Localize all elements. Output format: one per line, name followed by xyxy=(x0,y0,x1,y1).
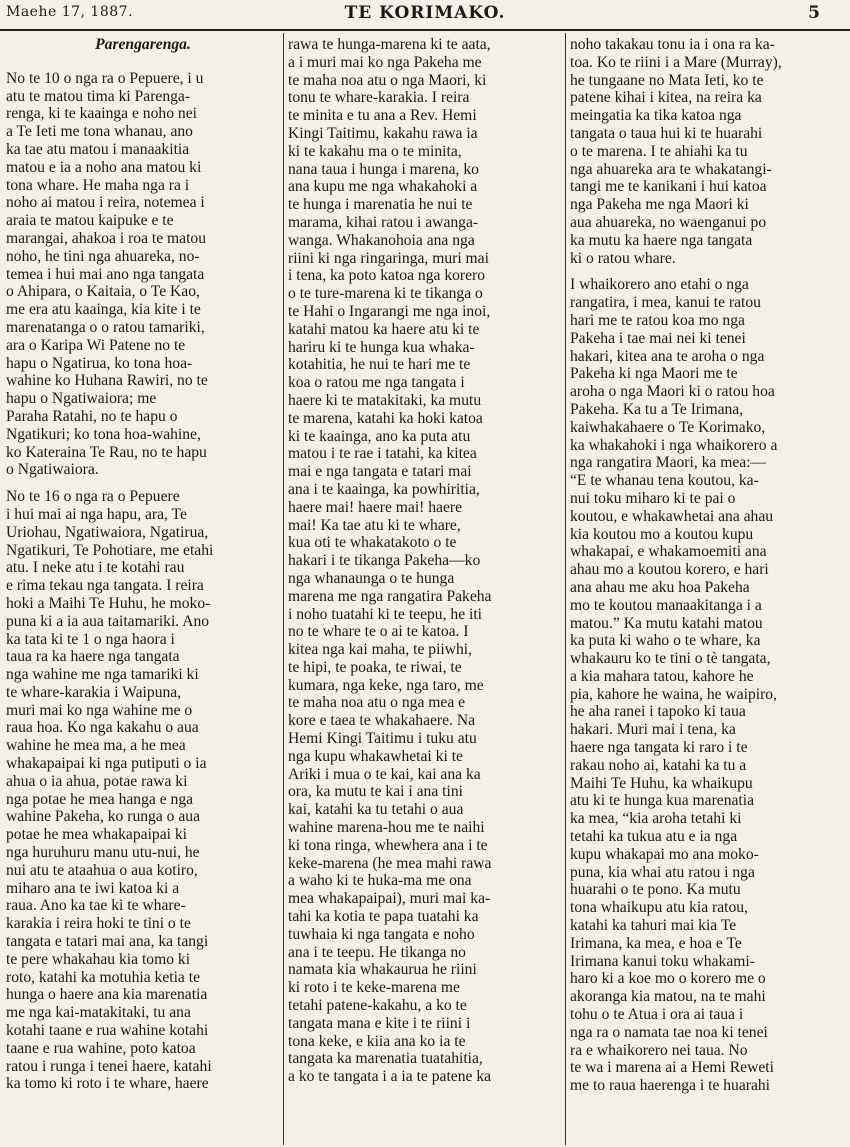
text-line: Pakeha ki nga Maori me te xyxy=(570,365,738,383)
text-line: marena me nga rangatira Pakeha xyxy=(288,587,492,605)
text-line: i hui mai ai nga hapu, ara, Te xyxy=(6,505,187,523)
text-line: ahua o ia ahua, potae rawa ki xyxy=(6,772,188,790)
text-line: wahine Pakeha, ko runga o aua xyxy=(6,808,200,826)
text-line: tangata ka marenatia tuatahitia, xyxy=(288,1050,483,1068)
text-line: nga huruhuru manu utu-nui, he xyxy=(6,844,200,862)
text-line: Hemi Kingi Taitimu i tuku atu xyxy=(288,730,477,748)
text-line: mai! Ka tae atu ki te whare, xyxy=(288,516,461,534)
text-line: i tena, ka poto katoa nga korero xyxy=(288,267,486,285)
page-number: 5 xyxy=(808,3,820,23)
text-line: ora, ka mutu te kai i ana tini xyxy=(288,783,463,801)
text-line: muri mai ko nga wahine me o xyxy=(6,701,193,719)
text-line: meingatia ka tika katoa nga xyxy=(570,107,742,125)
text-line: te Hahi o Ingarangi me nga inoi, xyxy=(288,302,491,320)
text-line: Uriohau, Ngatiwaiora, Ngatirua, xyxy=(6,523,209,541)
text-line: hoki a Maihi Te Huhu, he moko- xyxy=(6,594,211,612)
text-line: pia, kahore he waina, he waipiro, xyxy=(570,685,777,703)
text-line: he aha ranei i tapoko ki taua xyxy=(570,703,746,721)
text-line: whakapaipai ki nga putiputi o ia xyxy=(6,755,207,773)
issue-date: Maehe 17, 1887. xyxy=(6,4,134,20)
text-line: wahine marena-hou me te naihi xyxy=(288,819,485,837)
text-line: matou e ia a noho ana matou ki xyxy=(6,158,202,176)
text-line: nga kupu whakawhetai ki te xyxy=(288,747,463,765)
text-line: wanga. Whakanohoia ana nga xyxy=(288,231,475,249)
text-line: kore e taea te whakahaere. Na xyxy=(288,712,476,730)
text-line: tangata o taua hui ki te huarahi xyxy=(570,124,763,142)
text-line: ahau mo a koutou korero, e hari xyxy=(570,561,769,579)
text-line: matou i te rae i tatahi, ka kitea xyxy=(288,445,477,463)
header-rule xyxy=(0,29,850,31)
text-line: Ariki i mua o te kai, kai ana ka xyxy=(288,765,481,783)
text-line: te whare-karakia i Waipuna, xyxy=(6,683,182,701)
text-line: akoranga kia matou, na te mahi xyxy=(570,988,766,1006)
text-line: tangata mana e kite i te riini i xyxy=(288,1014,471,1032)
text-line: karakia i reira hoki te tini o te xyxy=(6,915,191,933)
text-line: temea i hui mai ano nga tangata xyxy=(6,265,205,283)
text-line: puna ki a ia aua taitamariki. Ano xyxy=(6,612,210,630)
text-line: tuwhaia ki nga tangata e noho xyxy=(288,925,475,943)
text-line: aroha o nga Maori ki o ratou hoa xyxy=(570,383,775,401)
text-line: ki roto i te keke-marena me xyxy=(288,979,460,997)
text-line: Kingi Taitimu, kakahu rawa ia xyxy=(288,124,478,142)
text-line: ka mea, “kia aroha tetahi ki xyxy=(570,810,742,828)
text-line: te hipi, te poaka, te riwai, te xyxy=(288,658,462,676)
text-line: kupu whakapai mo ana moko- xyxy=(570,845,759,863)
text-line: mai e nga tangata e tatari mai xyxy=(288,463,472,481)
text-line: nga ahuareka ara te whakatangi- xyxy=(570,160,772,178)
text-line: hunga o haere ana kia marenatia xyxy=(6,986,208,1004)
text-line: nga ra o namata tae noa ki tenei xyxy=(570,1023,768,1041)
text-line: miharo ana te iwi katoa ki a xyxy=(6,879,180,897)
text-line: ka whakahoki i nga whaikorero a xyxy=(570,436,778,454)
text-line: te maha noa atu o nga Maori, ki xyxy=(288,71,487,89)
text-line: namata kia whakaurua he riini xyxy=(288,961,477,979)
text-line: ra e whaikorero nei taua. No xyxy=(570,1041,748,1059)
text-line: a Te Ieti me tona whanau, ano xyxy=(6,123,193,141)
text-line: ana i te kaainga, ka powhiritia, xyxy=(288,480,480,498)
text-line: nui toku miharo ki te pai o xyxy=(570,489,736,507)
text-line: ka mutu ka haere nga tangata xyxy=(570,231,753,249)
text-line: ka tomo ki roto i te whare, haere xyxy=(6,1075,209,1093)
column-divider xyxy=(565,33,566,1145)
text-line: kua oti te whakatakoto o te xyxy=(288,534,457,552)
text-line: nga rangatira Maori, ka mea:— xyxy=(570,454,767,472)
text-line: ki te kaainga, ano ka puta atu xyxy=(288,427,471,445)
text-line: mea whakapaipai), muri mai ka- xyxy=(288,890,491,908)
text-line: puna, kia whai atu ratou i nga xyxy=(570,863,755,881)
text-line: ki o ratou whare. xyxy=(570,249,676,267)
text-line: katahi ka tahuri mai kia Te xyxy=(570,917,737,935)
text-line: mo te koutou manaakitanga i a xyxy=(570,596,762,614)
text-line: hakari, kitea ana te aroha o nga xyxy=(570,347,765,365)
text-line: Maihi Te Huhu, ka whaikupu xyxy=(570,774,753,792)
text-line: nga wahine me nga tamariki ki xyxy=(6,666,199,684)
text-line: Ngatikuri, Te Pohotiare, me etahi xyxy=(6,541,214,559)
text-line: marenatanga o o ratou tamariki, xyxy=(6,318,205,336)
text-line: kai, katahi ka tu tetahi o aua xyxy=(288,801,464,819)
text-line: nga potae he mea hanga e nga xyxy=(6,790,194,808)
text-line: hariru ki te hunga kua whaka- xyxy=(288,338,475,356)
text-line: Pakeha. Ka tu a Te Irimana, xyxy=(570,400,744,418)
text-line: No te 16 o nga ra o Pepuere xyxy=(6,488,180,506)
text-line: ka tae atu matou i manaakitia xyxy=(6,140,190,158)
text-line: ratou i runga i tenei haere, katahi xyxy=(6,1057,212,1075)
text-line: ki te kakahu ma o te minita, xyxy=(288,142,462,160)
text-line: haere nga tangata ki raro i te xyxy=(570,739,748,757)
text-line: o te ture-marena ki te tikanga o xyxy=(288,285,483,303)
text-line: atu ki te hunga kua marenatia xyxy=(570,792,755,810)
text-line: atu. I neke atu i te kotahi rau xyxy=(6,559,185,577)
text-line: haere ki te matakitaki, ka mutu xyxy=(288,391,482,409)
text-line: te maha noa atu o nga mea e xyxy=(288,694,466,712)
text-line: me era atu kaainga, kia kite i te xyxy=(6,301,201,319)
text-line: riini ki nga ringaringa, muri mai xyxy=(288,249,489,267)
text-line: no te whare te o ai te katoa. I xyxy=(288,623,469,641)
text-line: Irimana, ka mea, e hoa e Te xyxy=(570,934,742,952)
text-line: me to raua haerenga i te huarahi xyxy=(570,1077,771,1095)
text-line: roto, katahi ka motuhia ketia te xyxy=(6,968,200,986)
text-line: araia te matou kaipuke e te xyxy=(6,212,174,230)
column-divider xyxy=(283,33,284,1145)
paragraph-gap xyxy=(6,479,280,488)
text-line: toa. Ko te riini i a Mare (Murray), xyxy=(570,53,782,71)
text-line: “E te whanau tena koutou, ka- xyxy=(570,472,759,490)
text-line: hakari i te tikanga Pakeha—ko xyxy=(288,552,481,570)
text-line: hakari. Muri mai i tena, ka xyxy=(570,721,736,739)
text-line: tona whaikupu atu kia ratou, xyxy=(570,899,748,917)
text-line: kaiwhakahaere o Te Korimako, xyxy=(570,418,766,436)
article-column-3 xyxy=(570,36,842,1144)
text-line: tonu te whare-karakia. I reira xyxy=(288,89,470,107)
newspaper-title: TE KORIMAKO. xyxy=(344,3,506,23)
text-line: rakau noho ai, katahi ka tu a xyxy=(570,756,747,774)
page-header xyxy=(0,0,850,30)
text-line: kitea nga kai maha, te piiwhi, xyxy=(288,641,473,659)
text-line: nga Pakeha me nga Maori ki xyxy=(570,196,749,214)
text-line: kotahi taane e rua wahine kotahi xyxy=(6,1022,209,1040)
text-line: a ko te tangata i a ia te patene ka xyxy=(288,1068,492,1086)
article-column-2 xyxy=(288,36,562,1144)
text-line: whakauru ko te tini o tè tangata, xyxy=(570,650,771,668)
text-line: i noho tuatahi ki te teepu, he iti xyxy=(288,605,483,623)
text-line: noho, he tini nga ahuareka, no- xyxy=(6,247,200,265)
text-line: ana ahau me aku hoa Pakeha xyxy=(570,578,750,596)
text-line: raua hoa. Ko nga kakahu o aua xyxy=(6,719,199,737)
text-line: a i muri mai ko nga Pakeha me xyxy=(288,53,482,71)
text-line: matou.” Ka mutu katahi matou xyxy=(570,614,763,632)
text-line: koutou, e whakawhetai ana ahau xyxy=(570,507,774,525)
text-line: kotahitia, he nui te hari me te xyxy=(288,356,471,374)
text-line: a kia mahara tatou, kahore he xyxy=(570,667,754,685)
text-line: huarahi o te pono. Ka mutu xyxy=(570,881,741,899)
text-line: Pakeha i tae mai nei ki tenei xyxy=(570,329,746,347)
text-line: te marena, katahi ka hoki katoa xyxy=(288,409,483,427)
text-line: o te marena. I te ahiahi ka tu xyxy=(570,142,748,160)
text-line: te minita e tu ana a Rev. Hemi xyxy=(288,107,477,125)
text-line: nga whanaunga o te hunga xyxy=(288,569,455,587)
text-line: Paraha Ratahi, no te hapu o xyxy=(6,407,178,425)
text-line: te pere whakahau kia tomo ki xyxy=(6,950,191,968)
text-line: raua. Ano ka tae ki te whare- xyxy=(6,897,186,915)
text-line: whakapai, e whakamoemiti ana xyxy=(570,543,767,561)
text-line: I whaikorero ano etahi o nga xyxy=(570,276,749,294)
text-line: ana i te teepu. He tikanga no xyxy=(288,943,466,961)
text-line: a waho ki te huka-ma me ona xyxy=(288,872,472,890)
text-line: tahi ka kotia te papa tuatahi ka xyxy=(288,908,479,926)
text-line: atu te matou tima ki Parenga- xyxy=(6,87,191,105)
text-line: e rima tekau nga tangata. I reira xyxy=(6,577,204,595)
text-line: he tungaane no Mata Ieti, ko te xyxy=(570,71,764,89)
text-line: taane e rua wahine, poto katoa xyxy=(6,1039,196,1057)
text-line: noho takakau tonu ia i ona ra ka- xyxy=(570,36,775,53)
text-line: kumara, nga keke, nga taro, me xyxy=(288,676,484,694)
text-line: No te 10 o nga ra o Pepuere, i u xyxy=(6,69,204,87)
text-line: Irimana kanui toku whakami- xyxy=(570,952,755,970)
text-line: hapu o Ngatiwaiora; me xyxy=(6,390,157,408)
text-line: nana taua i hunga i marena, ko xyxy=(288,160,479,178)
text-line: noho ai matou i reira, notemea i xyxy=(6,194,205,212)
text-line: rangatira, i mea, kanui te ratou xyxy=(570,294,761,312)
text-line: patene kihai i kitea, na reira ka xyxy=(570,89,762,107)
text-line: te wa i marena ai a Hemi Reweti xyxy=(570,1059,774,1077)
text-line: me nga kai-matakitaki, tu ana xyxy=(6,1004,191,1022)
text-line: keke-marena (he mea mahi rawa xyxy=(288,854,492,872)
text-line: kia koutou mo a koutou kupu xyxy=(570,525,754,543)
text-line: tona whare. He maha nga ra i xyxy=(6,176,190,194)
text-line: rawa te hunga-marena ki te aata, xyxy=(288,36,491,53)
text-line: ki tona ringa, whewhera ana i te xyxy=(288,836,488,854)
text-line: hapu o Ngatirua, ko tona hoa- xyxy=(6,354,193,372)
text-line: katahi matou ka haere atu ki te xyxy=(288,320,480,338)
text-line: ana kupu me nga whakahoki a xyxy=(288,178,478,196)
text-line: o Ngatiwaiora. xyxy=(6,461,99,479)
text-line: Ngatikuri; ko tona hoa-wahine, xyxy=(6,425,201,443)
text-line: potae he mea whakapaipai ki xyxy=(6,826,187,844)
text-line: ara o Karipa Wi Patene no te xyxy=(6,336,186,354)
article-column-1 xyxy=(6,36,280,1144)
article-heading: Parengarenga. xyxy=(95,36,191,53)
text-line: marama, kihai ratou i awanga- xyxy=(288,213,479,231)
text-line: nui atu te ataahua o aua kotiro, xyxy=(6,861,198,879)
text-line: tangata e tatari mai ana, ka tangi xyxy=(6,933,209,951)
text-line: taua ra ka haere nga tangata xyxy=(6,648,180,666)
text-line: haere mai! haere mai! haere xyxy=(288,498,463,516)
text-line: haro ki a koe mo o korero me o xyxy=(570,970,766,988)
text-line: tetahi patene-kakahu, a ko te xyxy=(288,997,467,1015)
text-line: marangai, ahakoa i roa te matou xyxy=(6,229,207,247)
paragraph-gap xyxy=(570,267,842,276)
text-line: koa o ratou me nga tangata i xyxy=(288,374,465,392)
text-line: renga, ki te kaainga e noho nei xyxy=(6,105,197,123)
text-line: wahine he mea ma, a he mea xyxy=(6,737,186,755)
text-line: ko Kateraina Te Rau, no te hapu xyxy=(6,443,207,461)
text-line: tohu o te Atua i ora ai taua i xyxy=(570,1006,744,1024)
text-line: aua ahuareka, no waenganui po xyxy=(570,213,767,231)
text-line: wahine ko Huhana Rawiri, no te xyxy=(6,372,208,390)
text-line: tetahi ka tukua atu e ia nga xyxy=(570,828,738,846)
text-line: o Ahipara, o Kaitaia, o Te Kao, xyxy=(6,283,200,301)
text-line: te hunga i marenatia he nui te xyxy=(288,196,473,214)
text-line: tona keke, e kiia ana ko ia te xyxy=(288,1032,466,1050)
text-line: ka tata ki te 1 o nga haora i xyxy=(6,630,175,648)
text-line: tangi me te kanikani i hui katoa xyxy=(570,178,767,196)
text-line: hari me te ratou koa mo nga xyxy=(570,311,745,329)
text-line: ka puta ki waho o te whare, ka xyxy=(570,632,761,650)
